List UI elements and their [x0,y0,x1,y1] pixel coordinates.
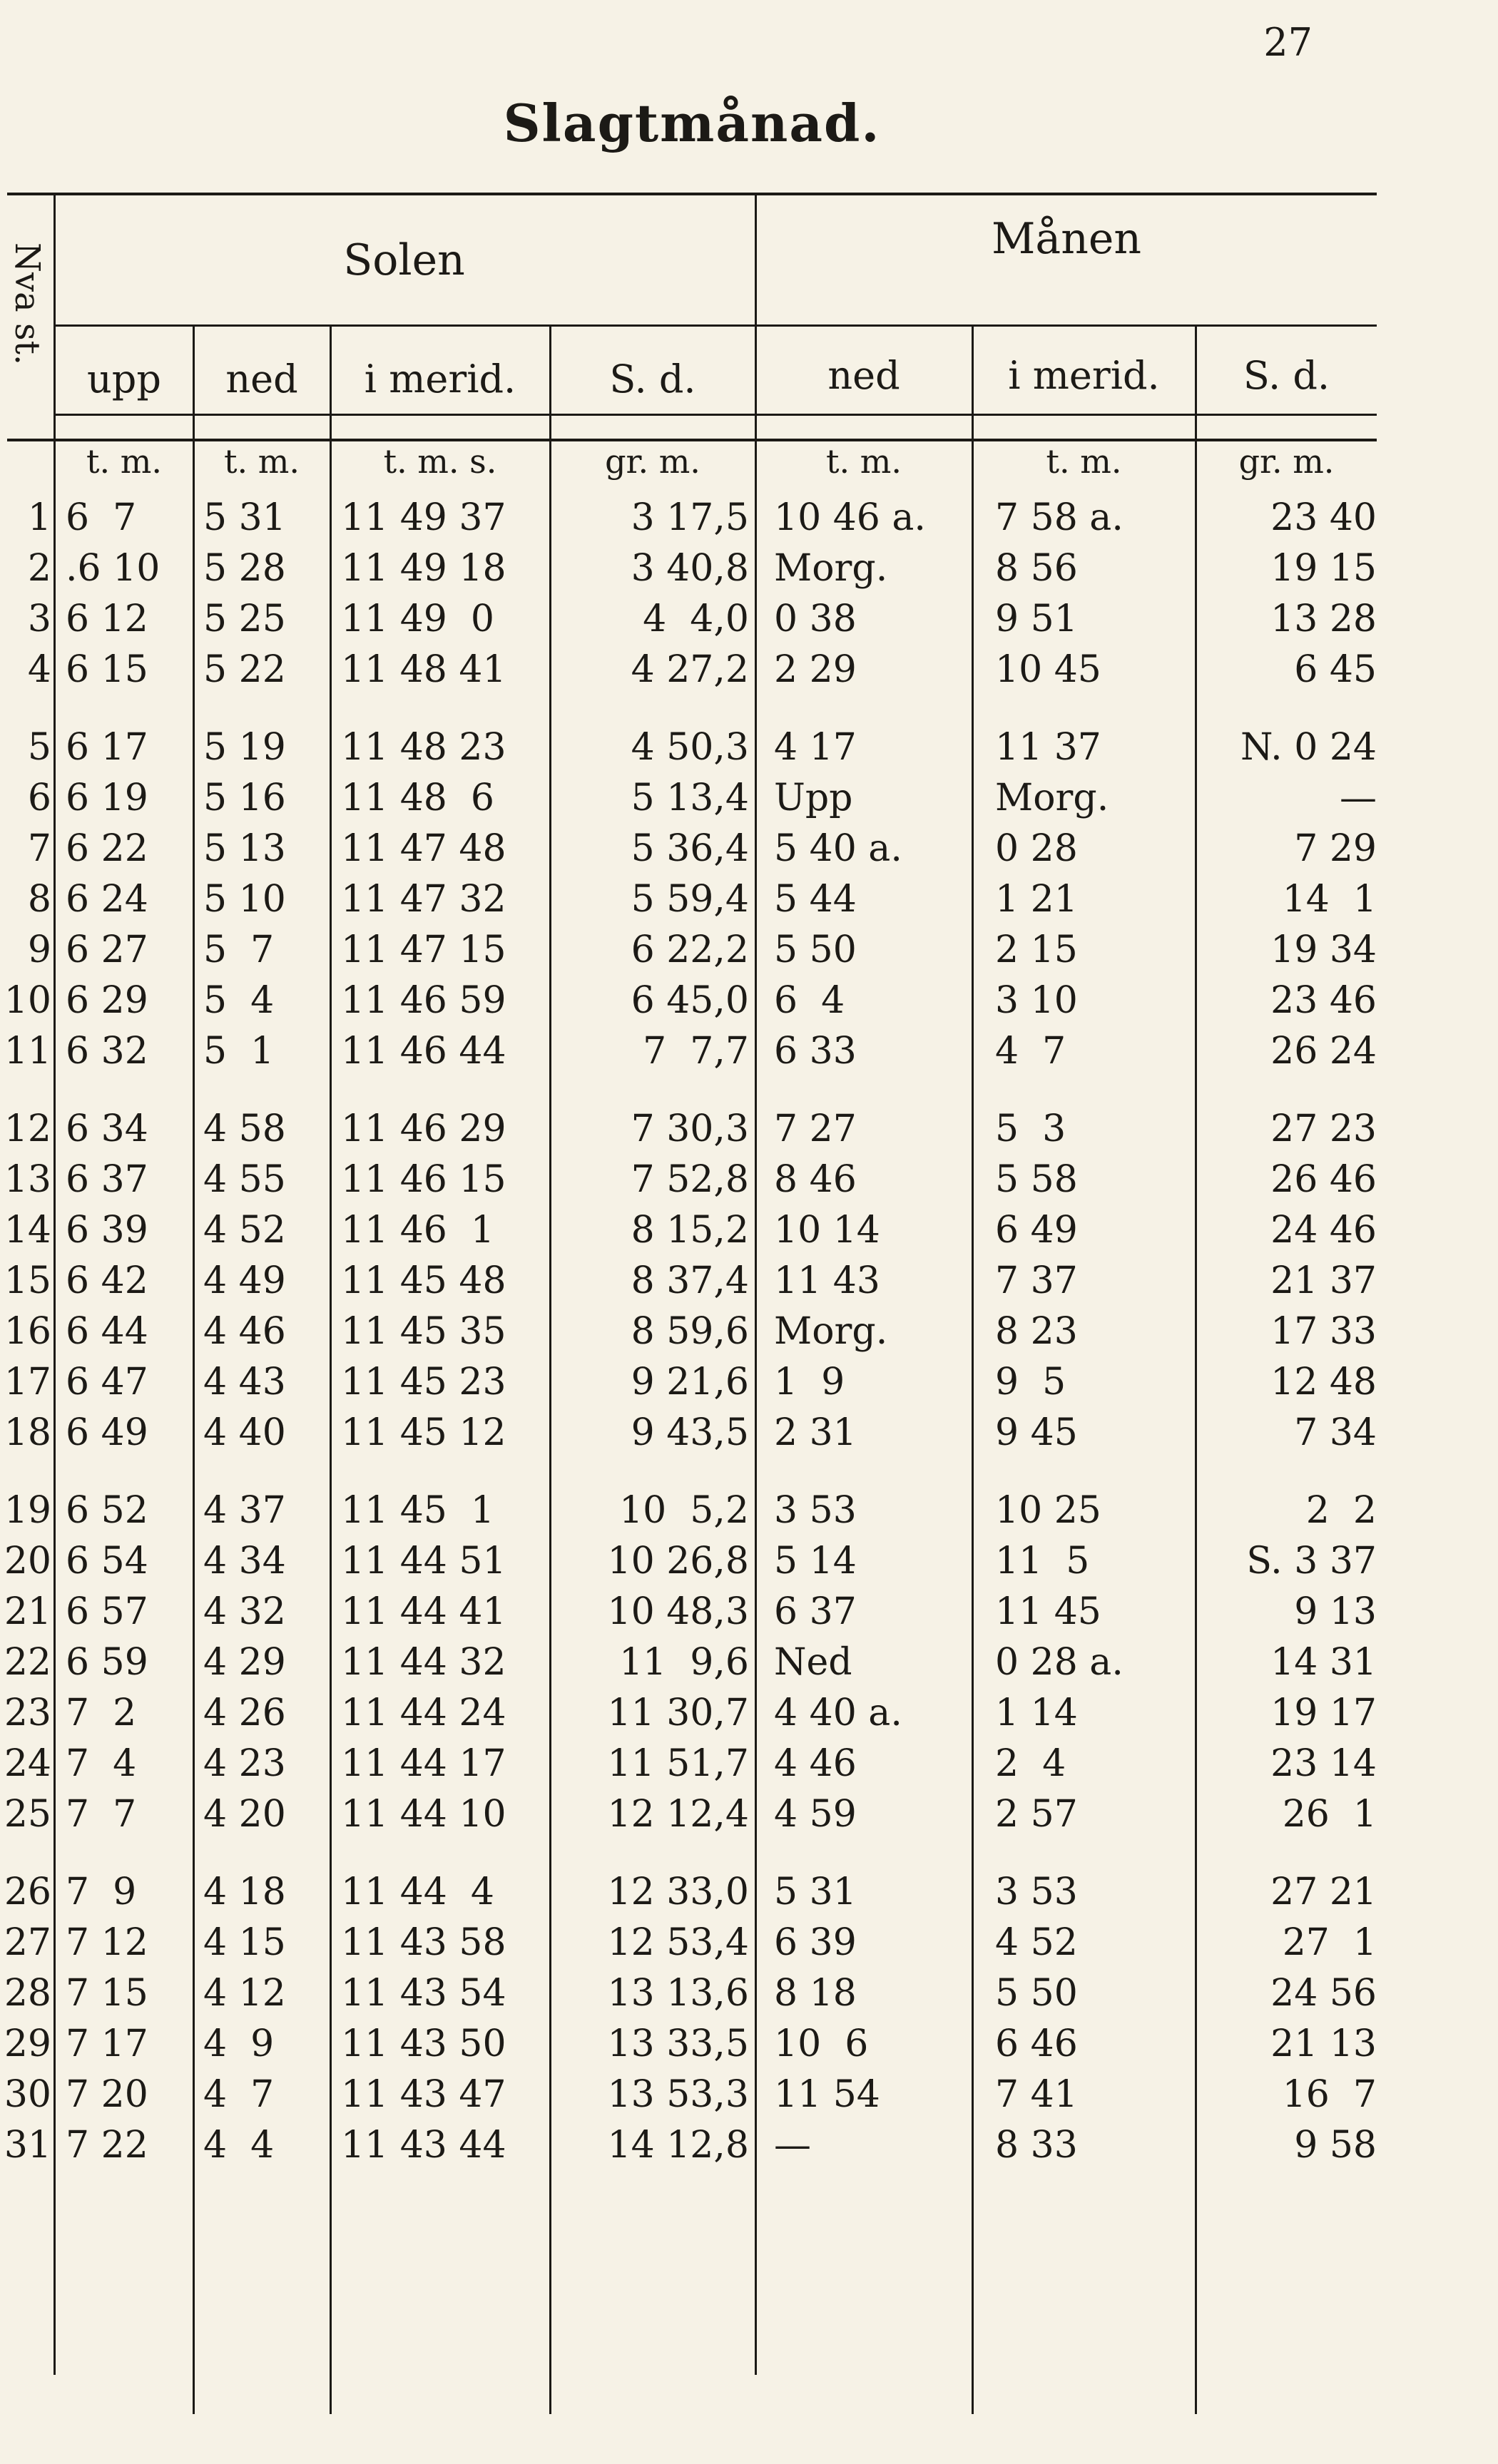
moon-set-cell: 7 27 [774,1108,857,1150]
moon-meridian-cell: 2 4 [995,1742,1066,1785]
moon-meridian-cell: 11 37 [995,726,1101,769]
sun-meridian-cell: 11 46 59 [341,979,506,1022]
page-title: Slagtmånad. [503,93,881,153]
sun-rise-cell: 6 29 [66,979,148,1022]
moon-meridian-cell: 1 14 [995,1692,1078,1734]
moon-meridian-cell: 7 37 [995,1259,1078,1302]
moon-meridian-cell: 9 5 [995,1361,1066,1404]
sun-merid-header: i merid. [364,357,516,402]
moon-meridian-cell: 9 51 [995,598,1078,640]
day-cell: 24 [4,1742,51,1785]
day-cell: 9 [27,929,51,971]
moon-declination-cell: 26 46 [1270,1158,1377,1201]
moon-meridian-cell: 7 41 [995,2073,1078,2116]
moon-set-cell: 6 39 [774,1921,857,1964]
moon-meridian-cell: 1 21 [995,878,1078,921]
moon-declination-cell: 14 31 [1270,1641,1377,1684]
sun-rise-cell: 7 17 [66,2023,148,2065]
sun-meridian-cell: 11 45 1 [341,1489,495,1532]
moon-declination-cell: 7 34 [1294,1411,1377,1454]
moon-declination-cell: 27 21 [1270,1871,1377,1913]
sun-declination-cell: 7 30,3 [631,1108,749,1150]
sun-moon-rule [755,193,757,2375]
sun-rise-cell: 7 12 [66,1921,148,1964]
moon-set-cell: Ned [774,1641,852,1684]
sun-set-cell: 4 4 [203,2124,275,2167]
sun-set-cell: 4 23 [203,1742,286,1785]
moon-set-cell: 6 4 [774,979,845,1022]
day-cell: 2 [27,547,51,590]
moon-declination-cell: — [1340,777,1377,819]
sun-meridian-cell: 11 43 47 [341,2073,506,2116]
sun-declination-cell: 7 7,7 [643,1030,749,1073]
day-cell: 11 [4,1030,51,1073]
moon-meridian-cell: 5 50 [995,1972,1078,2015]
sun-meridian-cell: 11 44 32 [341,1641,506,1684]
sun-set-cell: 5 13 [203,827,286,870]
moon-meridian-cell: 2 15 [995,929,1078,971]
sun-set-cell: 5 31 [203,496,286,539]
moon-declination-cell: 7 29 [1294,827,1377,870]
moon-set-cell: 1 9 [774,1361,845,1404]
moon-meridian-cell: 8 23 [995,1310,1078,1353]
moon-set-cell: 4 17 [774,726,857,769]
sun-meridian-cell: 11 45 12 [341,1411,506,1454]
day-col-header: Nva st. [7,242,47,366]
moon-declination-cell: 19 17 [1270,1692,1377,1734]
header-bottom-rule [7,439,1377,441]
moon-meridian-cell: 10 25 [995,1489,1101,1532]
sun-meridian-cell: 11 48 6 [341,777,495,819]
sun-set-cell: 5 10 [203,878,286,921]
unit-sun-upp: t. m. [86,442,162,481]
sun-declination-cell: 7 52,8 [631,1158,749,1201]
sun-rise-cell: 7 4 [66,1742,137,1785]
day-cell: 30 [4,2073,51,2116]
sun-set-cell: 4 52 [203,1209,286,1252]
sun-rise-cell: 6 39 [66,1209,148,1252]
sun-rise-cell: 7 22 [66,2124,148,2167]
table-top-rule [7,193,1377,195]
sun-rise-cell: 6 17 [66,726,148,769]
sun-set-cell: 4 32 [203,1590,286,1633]
day-cell: 19 [4,1489,51,1532]
moon-sd-header: S. d. [1243,353,1330,398]
sun-rise-cell: 6 24 [66,878,148,921]
sun-declination-cell: 11 9,6 [619,1641,749,1684]
sun-meridian-cell: 11 44 24 [341,1692,506,1734]
sun-set-cell: 4 34 [203,1540,286,1583]
moon-declination-cell: 24 56 [1270,1972,1377,2015]
sun-declination-cell: 10 48,3 [607,1590,749,1633]
moon-set-cell: 5 50 [774,929,857,971]
moon-set-cell: Morg. [774,1310,888,1353]
day-cell: 29 [4,2023,51,2065]
sun-set-cell: 4 18 [203,1871,286,1913]
sun-meridian-cell: 11 46 29 [341,1108,506,1150]
moon-meridian-cell: 0 28 [995,827,1078,870]
day-cell: 6 [27,777,51,819]
sun-declination-cell: 9 43,5 [631,1411,749,1454]
moon-meridian-cell: 7 58 a. [995,496,1124,539]
moon-meridian-cell: 5 58 [995,1158,1078,1201]
day-cell: 16 [4,1310,51,1353]
moon-declination-cell: 27 23 [1270,1108,1377,1150]
sun-set-cell: 5 4 [203,979,275,1022]
day-cell: 3 [27,598,51,640]
sun-declination-cell: 6 45,0 [631,979,749,1022]
moon-set-cell: 5 31 [774,1871,857,1913]
sun-set-cell: 4 26 [203,1692,286,1734]
moon-set-cell: Upp [774,777,853,819]
unit-sun-sd: gr. m. [605,442,700,481]
moon-meridian-cell: 10 45 [995,648,1101,691]
sun-rise-cell: 7 7 [66,1793,137,1836]
upp-ned-rule [193,324,195,2414]
sun-upp-header: upp [87,357,161,402]
sun-set-cell: 4 49 [203,1259,286,1302]
moon-meridian-cell: 6 46 [995,2023,1078,2065]
day-cell: 21 [4,1590,51,1633]
sun-rise-cell: 6 27 [66,929,148,971]
day-cell: 12 [4,1108,51,1150]
moon-meridian-cell: 3 10 [995,979,1078,1022]
moon-meridian-cell: 9 45 [995,1411,1078,1454]
moon-set-cell: 11 54 [774,2073,880,2116]
sun-meridian-cell: 11 47 48 [341,827,506,870]
sun-set-cell: 4 20 [203,1793,286,1836]
moon-meridian-cell: 8 56 [995,547,1078,590]
moon-set-cell: 11 43 [774,1259,880,1302]
sun-declination-cell: 6 22,2 [631,929,749,971]
sun-meridian-cell: 11 45 23 [341,1361,506,1404]
moon-ned-header: ned [827,353,900,398]
ned-merid-rule [330,324,332,2414]
moon-merid-sd-rule [1195,324,1197,2414]
day-cell: 7 [27,827,51,870]
sun-set-cell: 4 37 [203,1489,286,1532]
sun-rise-cell: 6 57 [66,1590,148,1633]
sun-rise-cell: 6 54 [66,1540,148,1583]
unit-moon-sd: gr. m. [1238,442,1335,481]
header-mid-rule [54,324,1377,327]
sun-declination-cell: 5 59,4 [631,878,749,921]
sun-meridian-cell: 11 44 4 [341,1871,495,1913]
sun-meridian-cell: 11 46 15 [341,1158,506,1201]
sun-meridian-cell: 11 44 10 [341,1793,506,1836]
sun-rise-cell: 6 7 [66,496,137,539]
day-cell: 8 [27,878,51,921]
sun-declination-cell: 8 37,4 [631,1259,749,1302]
day-cell: 25 [4,1793,51,1836]
sun-set-cell: 4 43 [203,1361,286,1404]
sun-set-cell: 4 40 [203,1411,286,1454]
sun-meridian-cell: 11 44 17 [341,1742,506,1785]
sun-rise-cell: 7 2 [66,1692,137,1734]
moon-declination-cell: 19 34 [1270,929,1377,971]
sun-declination-cell: 3 40,8 [631,547,749,590]
sun-declination-cell: 5 13,4 [631,777,749,819]
page-number: 27 [1263,20,1313,65]
moon-declination-cell: 21 13 [1270,2023,1377,2065]
day-cell: 5 [27,726,51,769]
moon-set-cell: 2 31 [774,1411,857,1454]
day-cell: 10 [4,979,51,1022]
moon-declination-cell: 17 33 [1270,1310,1377,1353]
moon-set-cell: 10 6 [774,2023,869,2065]
day-cell: 23 [4,1692,51,1734]
moon-declination-cell: 6 45 [1294,648,1377,691]
moon-set-cell: 10 46 a. [774,496,926,539]
moon-set-cell: 8 46 [774,1158,857,1201]
sun-set-cell: 5 25 [203,598,286,640]
moon-declination-cell: 19 15 [1270,547,1377,590]
sun-declination-cell: 4 4,0 [643,598,749,640]
moon-declination-cell: 21 37 [1270,1259,1377,1302]
sun-set-cell: 4 7 [203,2073,275,2116]
sun-meridian-cell: 11 44 41 [341,1590,506,1633]
moon-declination-cell: 23 40 [1270,496,1377,539]
moon-set-cell: 3 53 [774,1489,857,1532]
moon-declination-cell: 23 14 [1270,1742,1377,1785]
sun-declination-cell: 3 17,5 [631,496,749,539]
day-cell: 14 [4,1209,51,1252]
moon-set-cell: 4 46 [774,1742,857,1785]
sun-declination-cell: 12 53,4 [607,1921,749,1964]
moon-set-cell: 6 37 [774,1590,857,1633]
sun-declination-cell: 10 5,2 [619,1489,749,1532]
moon-meridian-cell: 2 57 [995,1793,1078,1836]
moon-meridian-cell: Morg. [995,777,1109,819]
unit-moon-ned: t. m. [826,442,902,481]
sun-declination-cell: 4 50,3 [631,726,749,769]
sun-rise-cell: 6 52 [66,1489,148,1532]
sun-rise-cell: 6 42 [66,1259,148,1302]
sun-rise-cell: 6 44 [66,1310,148,1353]
sun-meridian-cell: 11 46 1 [341,1209,495,1252]
day-cell: 28 [4,1972,51,2015]
sun-meridian-cell: 11 47 32 [341,878,506,921]
day-cell: 4 [27,648,51,691]
sun-meridian-cell: 11 43 54 [341,1972,506,2015]
sun-set-cell: 4 58 [203,1108,286,1150]
sun-meridian-cell: 11 48 23 [341,726,506,769]
sun-set-cell: 5 1 [203,1030,275,1073]
sun-set-cell: 4 15 [203,1921,286,1964]
sun-ned-header: ned [225,357,298,402]
moon-set-cell: 5 44 [774,878,857,921]
moon-meridian-cell: 4 52 [995,1921,1078,1964]
sun-rise-cell: 6 59 [66,1641,148,1684]
sun-header: Solen [343,235,465,285]
sun-rise-cell: 6 32 [66,1030,148,1073]
sun-declination-cell: 4 27,2 [631,648,749,691]
moon-set-cell: 0 38 [774,598,857,640]
moon-declination-cell: N. 0 24 [1240,726,1377,769]
day-cell: 22 [4,1641,51,1684]
day-cell: 26 [4,1871,51,1913]
sun-meridian-cell: 11 44 51 [341,1540,506,1583]
unit-sun-merid: t. m. s. [383,442,497,481]
moon-declination-cell: 2 2 [1305,1489,1377,1532]
sun-rise-cell: 6 47 [66,1361,148,1404]
sun-meridian-cell: 11 49 18 [341,547,506,590]
sun-declination-cell: 9 21,6 [631,1361,749,1404]
day-cell: 1 [27,496,51,539]
moon-set-cell: 5 14 [774,1540,857,1583]
sun-rise-cell: 6 15 [66,648,148,691]
moon-meridian-cell: 0 28 a. [995,1641,1124,1684]
sun-rise-cell: 6 22 [66,827,148,870]
sun-set-cell: 5 28 [203,547,286,590]
sun-sd-header: S. d. [609,357,696,402]
moon-declination-cell: 9 13 [1294,1590,1377,1633]
sun-set-cell: 4 46 [203,1310,286,1353]
sun-meridian-cell: 11 49 37 [341,496,506,539]
day-cell: 17 [4,1361,51,1404]
sun-set-cell: 5 19 [203,726,286,769]
moon-ned-merid-rule [972,324,974,2414]
day-cell: 20 [4,1540,51,1583]
sun-rise-cell: 7 9 [66,1871,137,1913]
sun-meridian-cell: 11 47 15 [341,929,506,971]
moon-meridian-cell: 8 33 [995,2124,1078,2167]
day-col-rule [54,193,56,2375]
merid-sd-rule [549,324,551,2414]
sun-rise-cell: 6 34 [66,1108,148,1150]
moon-declination-cell: 16 7 [1282,2073,1377,2116]
unit-moon-merid: t. m. [1046,442,1122,481]
sun-declination-cell: 14 12,8 [607,2124,749,2167]
moon-declination-cell: 27 1 [1282,1921,1377,1964]
moon-merid-header: i merid. [1008,353,1160,398]
sun-declination-cell: 13 13,6 [607,1972,749,2015]
sun-meridian-cell: 11 48 41 [341,648,506,691]
sun-meridian-cell: 11 43 58 [341,1921,506,1964]
moon-declination-cell: 26 1 [1282,1793,1377,1836]
moon-set-cell: Morg. [774,547,888,590]
moon-meridian-cell: 4 7 [995,1030,1066,1073]
day-cell: 31 [4,2124,51,2167]
sun-meridian-cell: 11 43 50 [341,2023,506,2065]
sun-declination-cell: 12 12,4 [607,1793,749,1836]
day-cell: 27 [4,1921,51,1964]
sun-rise-cell: 6 37 [66,1158,148,1201]
moon-set-cell: — [774,2124,811,2167]
moon-declination-cell: 24 46 [1270,1209,1377,1252]
moon-set-cell: 2 29 [774,648,857,691]
sun-set-cell: 5 7 [203,929,275,971]
moon-set-cell: 10 14 [774,1209,880,1252]
sun-set-cell: 4 29 [203,1641,286,1684]
sun-declination-cell: 8 15,2 [631,1209,749,1252]
day-cell: 18 [4,1411,51,1454]
sun-set-cell: 4 55 [203,1158,286,1201]
sun-declination-cell: 13 53,3 [607,2073,749,2116]
sun-set-cell: 4 12 [203,1972,286,2015]
sun-rise-cell: 6 12 [66,598,148,640]
sun-declination-cell: 11 30,7 [607,1692,749,1734]
sun-set-cell: 5 16 [203,777,286,819]
sun-meridian-cell: 11 45 35 [341,1310,506,1353]
moon-meridian-cell: 11 5 [995,1540,1090,1583]
moon-declination-cell: 9 58 [1294,2124,1377,2167]
moon-set-cell: 4 40 a. [774,1692,902,1734]
sun-set-cell: 5 22 [203,648,286,691]
sun-meridian-cell: 11 45 48 [341,1259,506,1302]
sun-declination-cell: 5 36,4 [631,827,749,870]
moon-declination-cell: 14 1 [1282,878,1377,921]
sun-rise-cell: .6 10 [66,547,160,590]
day-cell: 15 [4,1259,51,1302]
moon-meridian-cell: 5 3 [995,1108,1066,1150]
header-base-rule [54,414,1377,416]
sun-declination-cell: 13 33,5 [607,2023,749,2065]
sun-rise-cell: 7 15 [66,1972,148,2015]
day-cell: 13 [4,1158,51,1201]
moon-meridian-cell: 3 53 [995,1871,1078,1913]
moon-set-cell: 4 59 [774,1793,857,1836]
sun-declination-cell: 12 33,0 [607,1871,749,1913]
sun-rise-cell: 6 19 [66,777,148,819]
moon-set-cell: 8 18 [774,1972,857,2015]
moon-set-cell: 5 40 a. [774,827,902,870]
sun-declination-cell: 11 51,7 [607,1742,749,1785]
moon-header: Månen [992,214,1141,264]
moon-declination-cell: 26 24 [1270,1030,1377,1073]
moon-declination-cell: 13 28 [1270,598,1377,640]
unit-sun-ned: t. m. [224,442,300,481]
sun-meridian-cell: 11 43 44 [341,2124,506,2167]
sun-declination-cell: 10 26,8 [607,1540,749,1583]
moon-set-cell: 6 33 [774,1030,857,1073]
moon-declination-cell: 12 48 [1270,1361,1377,1404]
sun-rise-cell: 6 49 [66,1411,148,1454]
sun-meridian-cell: 11 49 0 [341,598,495,640]
moon-declination-cell: 23 46 [1270,979,1377,1022]
sun-rise-cell: 7 20 [66,2073,148,2116]
sun-meridian-cell: 11 46 44 [341,1030,506,1073]
sun-set-cell: 4 9 [203,2023,275,2065]
moon-declination-cell: S. 3 37 [1246,1540,1377,1583]
sun-declination-cell: 8 59,6 [631,1310,749,1353]
moon-meridian-cell: 11 45 [995,1590,1101,1633]
moon-meridian-cell: 6 49 [995,1209,1078,1252]
